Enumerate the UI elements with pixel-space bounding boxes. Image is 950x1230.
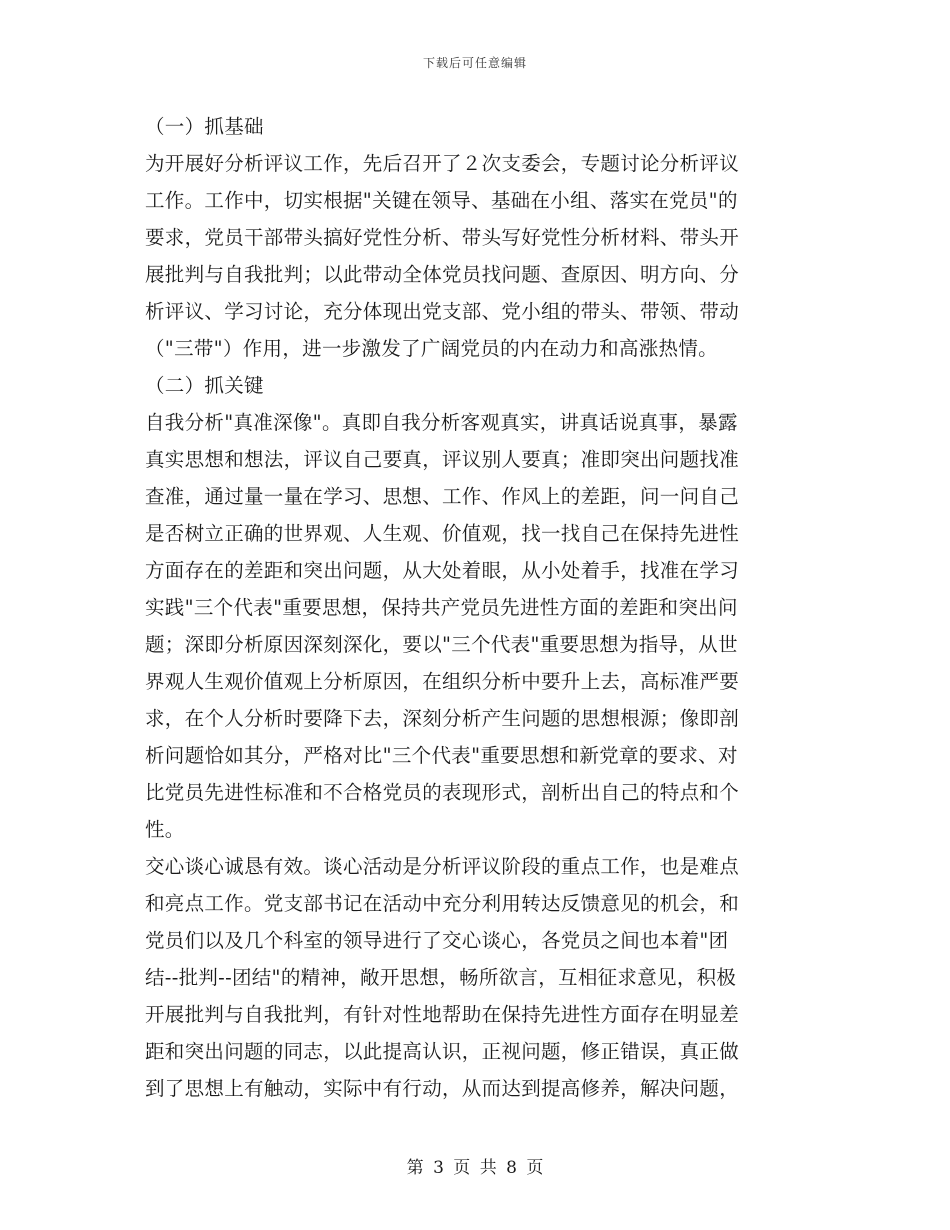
paragraph-line: 真实思想和想法，评议自己要真，评议别人要真；准即突出问题找准 xyxy=(145,448,740,471)
paragraph-line: 是否树立正确的世界观、人生观、价值观，找一找自己在保持先进性 xyxy=(145,522,740,545)
page-header: 下载后可任意编辑 xyxy=(422,56,527,70)
paragraph-line: 要求，党员干部带头搞好党性分析、带头写好党性分析材料、带头开 xyxy=(145,226,740,249)
paragraph-line: 工作。工作中，切实根据"关键在领导、基础在小组、落实在党员"的 xyxy=(145,189,738,212)
paragraph-line: 党员们以及几个科室的领导进行了交心谈心，各党员之间也本着"团 xyxy=(145,929,729,952)
paragraph-line: 到了思想上有触动，实际中有行动，从而达到提高修养，解决问题， xyxy=(145,1077,740,1100)
paragraph-line: 求，在个人分析时要降下去，深刻分析产生问题的思想根源；像即剖 xyxy=(145,707,740,730)
paragraph-line: 展批判与自我批判；以此带动全体党员找问题、查原因、明方向、分 xyxy=(145,263,740,286)
paragraph-line: （"三带"）作用，进一步激发了广阔党员的内在动力和高涨热情。 xyxy=(145,337,718,360)
paragraph-line: 析问题恰如其分，严格对比"三个代表"重要思想和新党章的要求、对 xyxy=(145,744,738,767)
paragraph-line: 题；深即分析原因深刻深化，要以"三个代表"重要思想为指导，从世 xyxy=(145,633,738,656)
paragraph-line: 开展批判与自我批判，有针对性地帮助在保持先进性方面存在明显差 xyxy=(145,1003,740,1026)
paragraph-line: 查准，通过量一量在学习、思想、工作、作风上的差距，问一问自己 xyxy=(145,485,740,508)
paragraph-line: 实践"三个代表"重要思想，保持共产党员先进性方面的差距和突出问 xyxy=(145,596,738,619)
paragraph-line: 自我分析"真准深像"。真即自我分析客观真实，讲真话说真事，暴露 xyxy=(145,411,738,434)
paragraph-line: 结--批判--团结"的精神，敞开思想，畅所欲言，互相征求意见，积极 xyxy=(145,966,737,989)
paragraph-line: 交心谈心诚恳有效。谈心活动是分析评议阶段的重点工作，也是难点 xyxy=(145,855,740,878)
section-heading: （二）抓关键 xyxy=(145,374,264,397)
paragraph-line: 比党员先进性标准和不合格党员的表现形式，剖析出自己的特点和个 xyxy=(145,781,740,804)
document-body xyxy=(145,108,810,1107)
section-heading: （一）抓基础 xyxy=(145,115,264,138)
paragraph-line: 方面存在的差距和突出问题，从大处着眼，从小处着手，找准在学习 xyxy=(145,559,740,582)
paragraph-line: 界观人生观价值观上分析原因，在组织分析中要升上去，高标准严要 xyxy=(145,670,740,693)
paragraph-line: 和亮点工作。党支部书记在活动中充分利用转达反馈意见的机会，和 xyxy=(145,892,740,915)
paragraph-line: 为开展好分析评议工作，先后召开了２次支委会，专题讨论分析评议 xyxy=(145,152,740,175)
paragraph-line: 性。 xyxy=(145,818,185,841)
page-number: 第 3 页 共 8 页 xyxy=(406,1158,544,1178)
paragraph-line: 距和突出问题的同志，以此提高认识，正视问题，修正错误，真正做 xyxy=(145,1040,740,1063)
paragraph-line: 析评议、学习讨论，充分体现出党支部、党小组的带头、带领、带动 xyxy=(145,300,740,323)
